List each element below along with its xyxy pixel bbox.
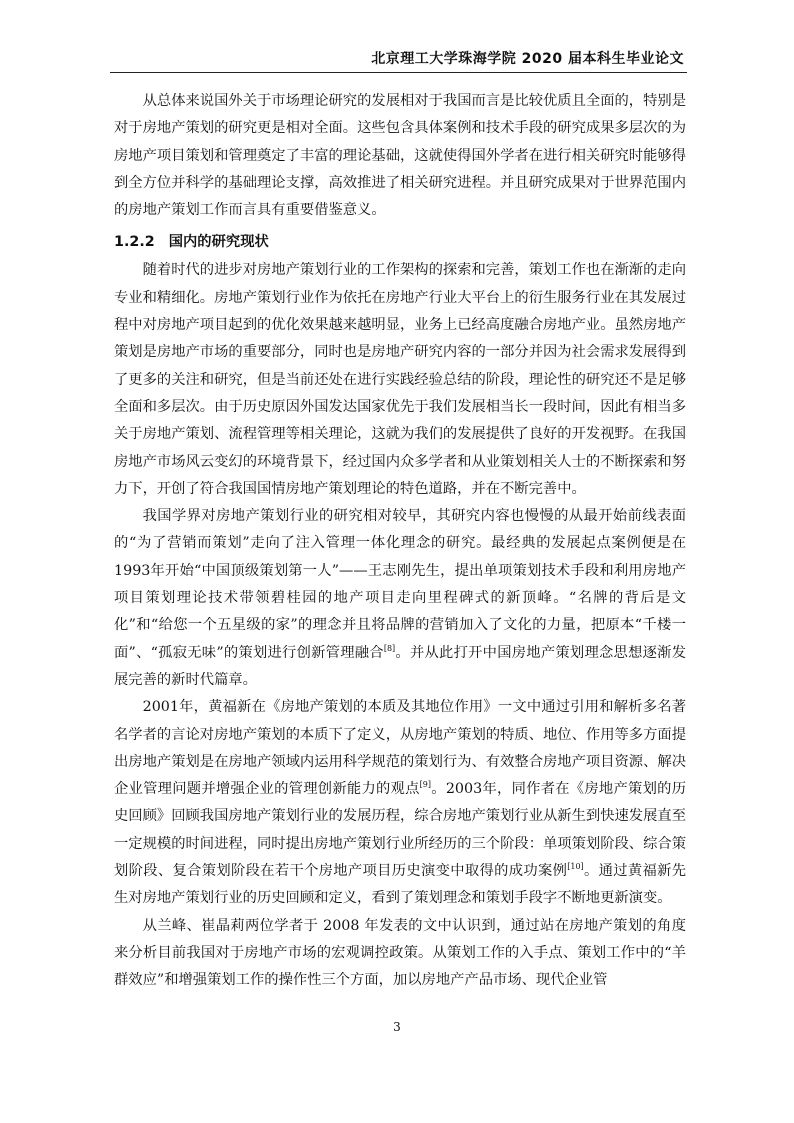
section-number: 1.2.2 <box>114 234 155 251</box>
paragraph-lan-cui: 从兰峰、崔晶莉两位学者于 2008 年发表的文中认识到，通过站在房地产策划的角度来分析目前我国对于房地产市场的宏观调控政策。从策划工作的入手点、策划工作中的“羊群效应”和增强策划工作的操作性三个方面，加以房地产产品市场、现代企业管 <box>114 917 686 989</box>
paragraph-foreign-summary: 从总体来说国外关于市场理论研究的发展相对于我国而言是比较优质且全面的，特别是对于房地产策划的研究更是相对全面。这些包含具体案例和技术手段的研究成果多层次的为房地产项目策划和管理奠定了丰富的理论基础，这就使得国外学者在进行相关研究时能够得到全方位并科学的基础理论支撑，高效推进了相关研究进程。并且研究成果对于世界范围内的房地产策划工作而言具有重要借鉴意义。 <box>114 93 686 219</box>
citation-8: [8] <box>383 643 396 653</box>
paragraph-early-research <box>114 503 686 694</box>
citation-10: [10] <box>567 862 584 872</box>
paragraph-text-middle: 。2003年，同作者在《房地产策划的历史回顾》回顾我国房地产策划行业的发展历程，综合房地产策划行业从新生到快速发展直至一定规模的时间进程，同时提出房地产策划行业所经历的三个阶段：单项策划阶段、综合策划阶段、复合策划阶段在若干个房地产项目历史演变中取得的成功案例 <box>114 781 686 880</box>
paragraph-text-tail: 。并从此打开中国房地产策划理念思想逐渐发展完善的新时代篇章。 <box>114 644 686 688</box>
page-body <box>114 88 686 995</box>
page-number: 3 <box>393 1020 401 1034</box>
header-rule <box>110 72 687 73</box>
running-header: 北京理工大学珠海学院 2020 届本科生毕业论文 <box>371 51 684 67</box>
paragraph-text-tail: 。通过黄福新先生对房地产策划行业的历史回顾和定义，看到了策划理念和策划手段字不断地更新演变。 <box>114 863 686 907</box>
paragraph-domestic-overview: 随着时代的进步对房地产策划行业的工作架构的探索和完善，策划工作也在渐渐的走向专业和精细化。房地产策划行业作为依托在房地产行业大平台上的衍生服务行业在其发展过程中对房地产项目起到的优化效果越来越明显，业务上已经高度融合房地产业。虽然房地产策划是房地产市场的重要部分，同时也是房地产研究内容的一部分并因为社会需求发展得到了更多的关注和研究，但是当前还处在进行实践经验总结的阶段，理论性的研究还不是足够全面和多层次。由于历史原因外国发达国家优先于我们发展相当长一段时间，因此有相当多关于房地产策划、流程管理等相关理论，这就为我们的发展提供了良好的开发视野。在我国房地产市场风云变幻的环境背景下，经过国内众多学者和从业策划相关人士的不断探索和努力下，开创了符合我国国情房地产策划理论的特色道路，并在不断完善中。 <box>114 262 686 497</box>
section-heading <box>114 227 686 257</box>
paragraph-text: 我国学界对房地产策划行业的研究相对较早，其研究内容也慢慢的从最开始前线表面的“为了营销而策划”走向了注入管理一体化理念的研究。最经典的发展起点案例便是在1993年开始“中国顶级策划第一人”——王志刚先生，提出单项策划技术手段和利用房地产项目策划理论技术带领碧桂园的地产项目走向里程碑式的新顶峰。“名牌的背后是文化”和“给您一个五星级的家”的理念并且将品牌的营销加入了文化的力量，把原本“千楼一面”、“孤寂无味”的策划进行创新管理融合 <box>114 508 686 661</box>
section-title: 国内的研究现状 <box>168 234 269 251</box>
paragraph-text: 2001年，黄福新在《房地产策划的本质及其地位作用》一文中通过引用和解析多名著名学者的言论对房地产策划的本质下了定义，从房地产策划的特质、地位、作用等多方面提出房地产策划是在房地产领域内运用科学规范的策划行为、有效整合房地产项目资源、解决企业管理问题并增强企业的管理创新能力的观点 <box>114 699 686 798</box>
paragraph-huang-fuxin <box>114 694 686 912</box>
citation-9: [9] <box>419 780 432 790</box>
